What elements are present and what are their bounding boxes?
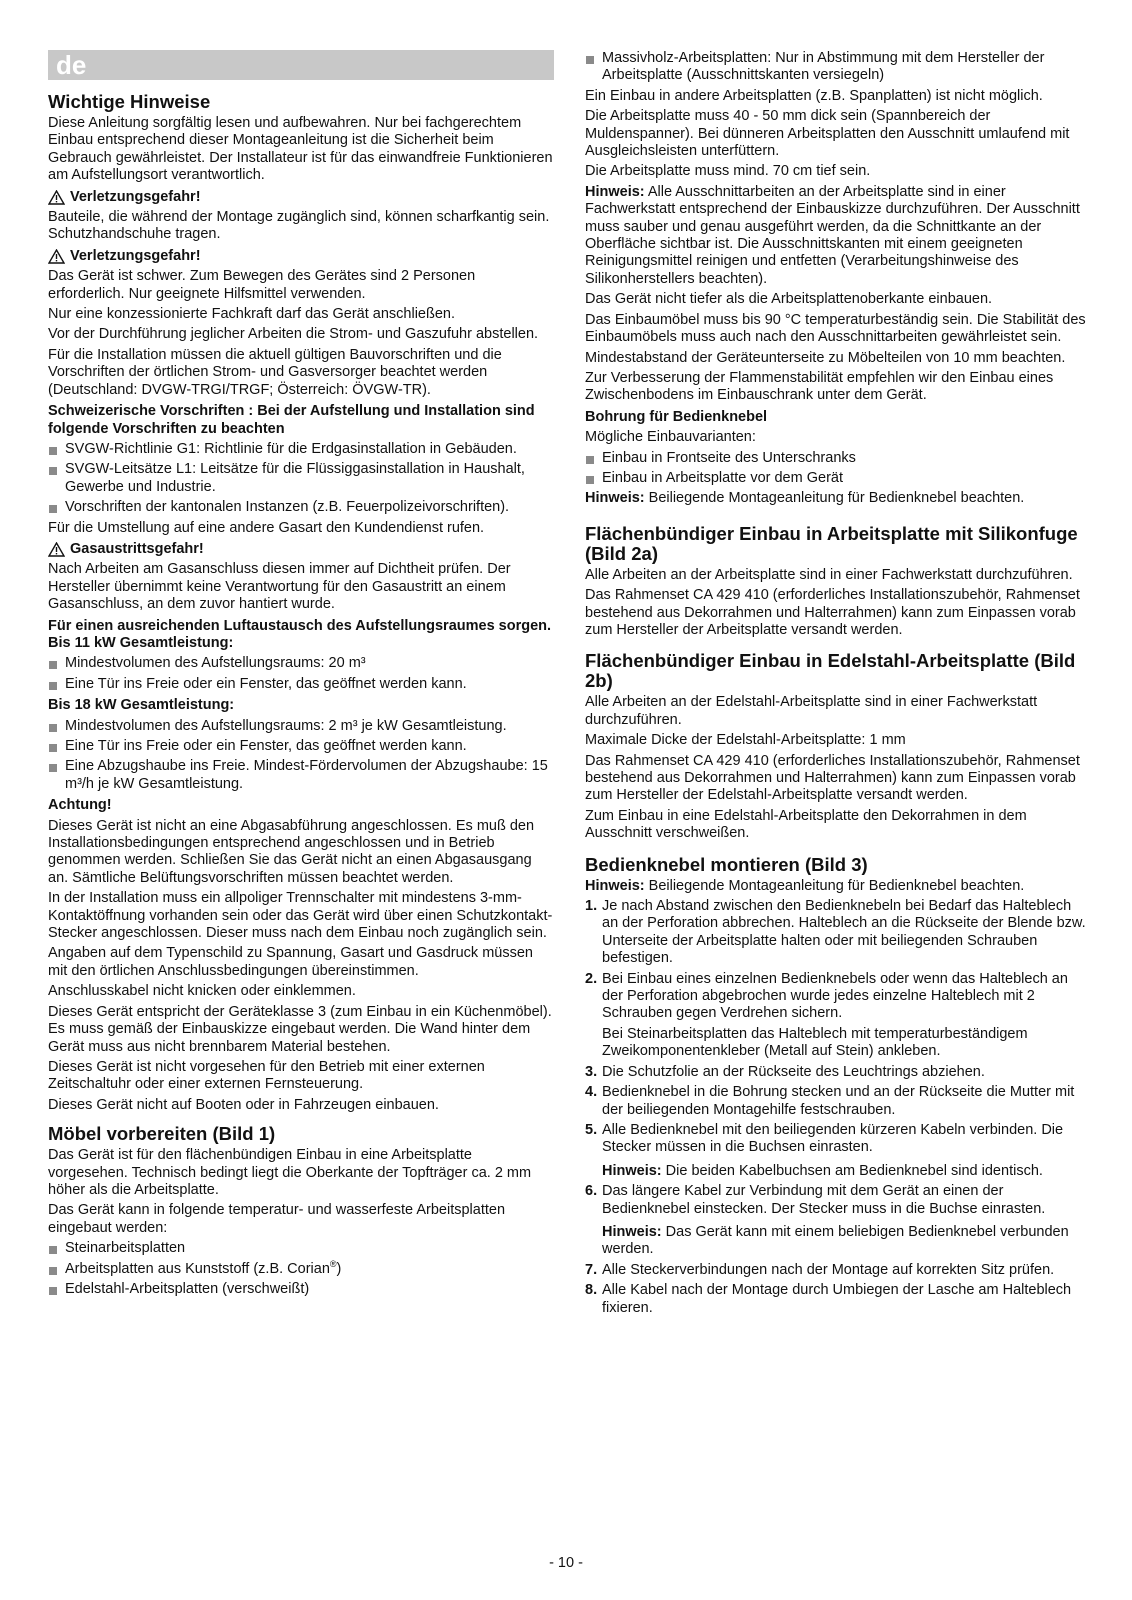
hint-text: Das Gerät kann mit einem beliebigen Bedienknebel verbunden werden. <box>602 1223 1069 1258</box>
list-item-text-end: ) <box>336 1260 342 1277</box>
list-18kw <box>48 718 554 794</box>
paragraph: Das Rahmenset CA 429 410 (erforderliches Installationszubehör, Rahmenset bestehend aus Dekorrahmen und Halterrahmen) kann zum Einpassen vorab zum Hersteller der Edelstahl-Arbeitsplatte versandt werden. <box>585 752 1080 804</box>
paragraph: Dieses Gerät entspricht der Geräteklasse 3 (zum Einbau in ein Küchenmöbel). Es muss gemäß der Einbauskizze eingebaut werden. Die Wand hinter dem Gerät muss aus nicht brennbarem Material bestehen. <box>48 1003 552 1055</box>
step-number: 8. <box>585 1282 598 1299</box>
paragraph: Die Arbeitsplatte muss mind. 70 cm tief sein. <box>585 163 871 180</box>
step-text: Alle Bedienknebel mit den beiliegenden kürzeren Kabeln verbinden. Die Stecker müssen in die Buchsen einrasten. <box>602 1121 1064 1156</box>
hint-paragraph <box>585 490 1091 507</box>
paragraph: Alle Arbeiten an der Arbeitsplatte sind in einer Fachwerkstatt durchzuführen. <box>585 566 1073 583</box>
paragraph: Mindestabstand der Geräteunterseite zu Möbelteilen von 10 mm beachten. <box>585 349 1066 366</box>
paragraph: Maximale Dicke der Edelstahl-Arbeitsplatte: 1 mm <box>585 732 906 749</box>
paragraph: In der Installation muss ein allpoliger Trennschalter mit mindestens 3-mm-Kontaktöffnung vorhanden sein oder das Gerät wird über einen Schutzkontakt-Stecker angeschlossen. Dieser muss nach dem Einbau noch zugänglich sein. <box>48 890 553 942</box>
subheading-achtung: Achtung! <box>48 797 112 814</box>
warning-label: Verletzungsgefahr! <box>70 247 201 264</box>
paragraph: Das Einbaumöbel muss bis 90 °C temperaturbeständig sein. Die Stabilität des Einbaumöbels muss auch nach den Ausschnittarbeiten gewährleistet sein. <box>585 311 1086 346</box>
list-11kw <box>48 655 554 693</box>
warning-label: Verletzungsgefahr! <box>70 188 201 205</box>
paragraph: Bauteile, die während der Montage zugänglich sind, können scharfkantig sein. Schutzhandschuhe tragen. <box>48 209 550 243</box>
paragraph: Zur Verbesserung der Flammenstabilität empfehlen wir den Einbau eines Zwischenbodens im Einbauschrank unter dem Gerät. <box>585 369 1054 404</box>
list-item: Mindestvolumen des Aufstellungsraums: 2 m³ je kW Gesamtleistung. <box>48 718 554 735</box>
step-item <box>585 1122 1091 1180</box>
heading-silikonfuge: Flächenbündiger Einbau in Arbeitsplatte mit Silikonfuge (Bild 2a) <box>585 522 1078 564</box>
list-item: Edelstahl-Arbeitsplatten (verschweißt) <box>48 1281 554 1298</box>
hint-paragraph <box>585 878 1091 895</box>
step-item <box>585 1282 1091 1317</box>
right-column <box>585 50 1091 1320</box>
paragraph: Alle Arbeiten an der Edelstahl-Arbeitsplatte sind in einer Fachwerkstatt durchzuführen. <box>585 694 1038 728</box>
hint-label: Hinweis: <box>585 877 645 894</box>
list-item: Mindestvolumen des Aufstellungsraums: 20 m³ <box>48 655 554 672</box>
paragraph: Das Gerät ist für den flächenbündigen Einbau in eine Arbeitsplatte vorgesehen. Technisch bedingt liegt die Oberkante der Topfträger ca. 2 mm höher als die Arbeitsplatte. <box>48 1147 532 1198</box>
list-item-text: Arbeitsplatten aus Kunststoff (z.B. Corian <box>65 1260 330 1277</box>
hint-text: Beiliegende Montageanleitung für Bedienknebel beachten. <box>644 877 1025 894</box>
paragraph: Zum Einbau in eine Edelstahl-Arbeitsplatte den Dekorrahmen in dem Ausschnitt verschweißen. <box>585 807 1027 842</box>
paragraph: Dieses Gerät nicht auf Booten oder in Fahrzeugen einbauen. <box>48 1096 439 1113</box>
step-text: Bedienknebel in die Bohrung stecken und an der Rückseite die Mutter mit der beiliegenden Montagehilfe festschrauben. <box>602 1084 1075 1118</box>
paragraph: Diese Anleitung sorgfältig lesen und aufbewahren. Nur bei fachgerechtem Einbau entsprechend dieser Montageanleitung ist die Sicherheit beim Gebrauch gewährleistet. Der Installateur ist für das einwandfreie Funktionieren am Aufstellungsort verantwortlich. <box>48 115 553 184</box>
step-item <box>585 1084 1091 1119</box>
list-schweiz <box>48 441 554 517</box>
paragraph: Das Gerät nicht tiefer als die Arbeitsplattenoberkante einbauen. <box>585 291 993 308</box>
step-text: Die Schutzfolie an der Rückseite des Leuchtrings abziehen. <box>602 1063 985 1080</box>
warning-triangle-icon <box>48 542 65 557</box>
step-extra: Bei Steinarbeitsplatten das Halteblech mit temperaturbeständigem Zweikomponentenkleber (Metall auf Stein) ankleben. <box>602 1025 1028 1060</box>
hint-label: Hinweis: <box>602 1162 662 1179</box>
step-text: Das längere Kabel zur Verbindung mit dem Gerät an einen der Bedienknebel einstecken. Der Stecker muss in die Buchse einrasten. <box>602 1183 1046 1217</box>
subheading-bohrung: Bohrung für Bedienknebel <box>585 408 768 425</box>
step-number: 4. <box>585 1084 598 1101</box>
list-item: Massivholz-Arbeitsplatten: Nur in Abstimmung mit dem Hersteller der Arbeitsplatte (Ausschnittskanten versiegeln) <box>585 50 1091 85</box>
hint-paragraph <box>585 184 1091 288</box>
paragraph: Vor der Durchführung jeglicher Arbeiten die Strom- und Gaszufuhr abstellen. <box>48 326 539 343</box>
warning-triangle-icon <box>48 249 65 264</box>
step-text: Alle Kabel nach der Montage durch Umbiegen der Lasche am Halteblech fixieren. <box>602 1282 1072 1316</box>
page-number: - 10 - <box>549 1555 583 1571</box>
hint-label: Hinweis: <box>602 1223 662 1240</box>
heading-moebel-vorbereiten: Möbel vorbereiten (Bild 1) <box>48 1123 276 1145</box>
left-column <box>48 50 554 1301</box>
paragraph: Das Rahmenset CA 429 410 (erforderliches Installationszubehör, Rahmenset bestehend aus Dekorrahmen und Halterrahmen) kann zum Einpassen vorab zum Hersteller der Arbeitsplatte versandt werden. <box>585 587 1080 638</box>
paragraph: Für die Installation müssen die aktuell gültigen Bauvorschriften und die Vorschriften der örtlichen Strom- und Gasversorger beachtet werden (Deutschland: DVGW-TRGI/TRGF; Österreich: ÖVGW-TR). <box>48 346 502 398</box>
paragraph: Ein Einbau in andere Arbeitsplatten (z.B. Spanplatten) ist nicht möglich. <box>585 87 1043 104</box>
paragraph: Das Gerät kann in folgende temperatur- und wasserfeste Arbeitsplatten eingebaut werden: <box>48 1202 506 1236</box>
hint-text: Alle Ausschnittarbeiten an der Arbeitsplatte sind in einer Fachwerkstatt entsprechend der Einbauskizze durchzuführen. Der Ausschnitt muss sauber und genau ausgeführt werden, da die Schnittkante an der Oberfläche sichtbar ist. Die Ausschnittskanten mit einem geeigneten Reinigungsmittel reinigen und entfetten (Verarbeitungshinweise des Silikonherstellers beachten). <box>585 183 1080 287</box>
list-item: Eine Tür ins Freie oder ein Fenster, das geöffnet werden kann. <box>48 676 554 693</box>
step-number: 6. <box>585 1183 598 1200</box>
step-hint <box>602 1224 1091 1259</box>
list-item: SVGW-Leitsätze L1: Leitsätze für die Flüssiggasinstallation in Haushalt, Gewerbe und Industrie. <box>48 461 554 496</box>
step-number: 7. <box>585 1261 598 1278</box>
paragraph: Dieses Gerät ist nicht vorgesehen für den Betrieb mit einer externen Zeitschaltuhr oder einer externen Fernsteuerung. <box>48 1058 485 1093</box>
list-item: Steinarbeitsplatten <box>48 1240 554 1257</box>
paragraph: Nur eine konzessionierte Fachkraft darf das Gerät anschließen. <box>48 306 456 323</box>
step-number: 1. <box>585 898 598 915</box>
list-item: SVGW-Richtlinie G1: Richtlinie für die Erdgasinstallation in Gebäuden. <box>48 441 554 458</box>
step-item <box>585 898 1091 968</box>
heading-edelstahl: Flächenbündiger Einbau in Edelstahl-Arbeitsplatte (Bild 2b) <box>585 650 1076 692</box>
warning-label: Gasaustrittsgefahr! <box>70 540 204 557</box>
list-massivholz <box>585 50 1091 85</box>
paragraph: Mögliche Einbauvarianten: <box>585 429 756 446</box>
paragraph: Nach Arbeiten am Gasanschluss diesen immer auf Dichtheit prüfen. Der Hersteller übernimmt keine Verantwortung für den Gasaustritt an einem Gasanschluss, an dem zuvor hantiert wurde. <box>48 561 511 613</box>
subheading-schweiz: Schweizerische Vorschriften : Bei der Aufstellung und Installation sind folgende Vorschriften zu beachten <box>48 403 535 437</box>
step-item <box>585 1183 1091 1259</box>
registered-mark: ® <box>329 1258 337 1269</box>
step-hint <box>602 1163 1091 1180</box>
hint-label: Hinweis: <box>585 490 645 507</box>
step-text: Bei Einbau eines einzelnen Bedienknebels oder wenn das Halteblech an der Perforation abgebrochen wurde jedes einzelne Halteblech mit 2 Schrauben gegen Verdrehen sichern. <box>602 970 1068 1022</box>
step-number: 5. <box>585 1121 598 1138</box>
language-bar <box>48 50 554 80</box>
paragraph: Für die Umstellung auf eine andere Gasart den Kundendienst rufen. <box>48 519 485 536</box>
list-item: Einbau in Frontseite des Unterschranks <box>585 450 1091 467</box>
step-number: 3. <box>585 1063 598 1080</box>
step-item <box>585 1262 1091 1279</box>
subheading-18kw: Bis 18 kW Gesamtleistung: <box>48 697 235 714</box>
list-arbeitsplatten <box>48 1240 554 1298</box>
warning-triangle-icon <box>48 190 65 205</box>
step-item <box>585 971 1091 1061</box>
hint-text: Beiliegende Montageanleitung für Bedienknebel beachten. <box>644 490 1025 507</box>
step-item <box>585 1064 1091 1081</box>
paragraph: Angaben auf dem Typenschild zu Spannung, Gasart und Gasdruck müssen mit den örtlichen Anschlussbedingungen übereinstimmen. <box>48 945 533 979</box>
warning-heading <box>48 248 554 265</box>
list-item <box>48 1258 554 1278</box>
steps-list <box>585 898 1091 1317</box>
hint-label: Hinweis: <box>585 183 645 200</box>
step-text: Je nach Abstand zwischen den Bedienknebeln bei Bedarf das Halteblech an der Perforation abbrechen. Halteblech an die Rückseite der Blende bzw. Unterseite der Arbeitsplatte halten oder mit beiliegenden Schrauben befestigen. <box>602 898 1086 967</box>
warning-heading <box>48 541 554 558</box>
subheading-luft: Für einen ausreichenden Luftaustausch des Aufstellungsraumes sorgen. Bis 11 kW Gesamtleistung: <box>48 617 552 651</box>
list-item: Vorschriften der kantonalen Instanzen (z.B. Feuerpolizeivorschriften). <box>48 499 554 516</box>
list-item: Eine Tür ins Freie oder ein Fenster, das geöffnet werden kann. <box>48 738 554 755</box>
paragraph: Die Arbeitsplatte muss 40 - 50 mm dick sein (Spannbereich der Muldenspanner). Bei dünneren Arbeitsplatten den Ausschnitt umlaufend mit Ausgleichsleisten unterfüttern. <box>585 108 1070 160</box>
hint-text: Die beiden Kabelbuchsen am Bedienknebel sind identisch. <box>661 1162 1043 1179</box>
paragraph: Das Gerät ist schwer. Zum Bewegen des Gerätes sind 2 Personen erforderlich. Nur geeignete Hilfsmittel verwenden. <box>48 268 476 302</box>
list-item: Eine Abzugshaube ins Freie. Mindest-Fördervolumen der Abzugshaube: 15 m³/h je kW Gesamtleistung. <box>48 758 554 793</box>
language-code: de <box>56 50 87 80</box>
heading-bedienknebel: Bedienknebel montieren (Bild 3) <box>585 853 868 875</box>
heading-wichtige-hinweise: Wichtige Hinweise <box>48 91 211 112</box>
step-number: 2. <box>585 970 598 987</box>
paragraph: Dieses Gerät ist nicht an eine Abgasabführung angeschlossen. Es muß den Installationsbedingungen entsprechend angeschlossen und in Betrieb genommen werden. Schließen Sie das Gerät nicht an einen Abgasausgang an. Sämtliche Belüftungsvorschriften müssen beachtet werden. <box>48 817 535 886</box>
list-item: Einbau in Arbeitsplatte vor dem Gerät <box>585 470 1091 487</box>
warning-heading <box>48 189 554 206</box>
list-varianten <box>585 450 1091 488</box>
step-text: Alle Steckerverbindungen nach der Montage auf korrekten Sitz prüfen. <box>602 1261 1055 1278</box>
paragraph: Anschlusskabel nicht knicken oder einklemmen. <box>48 983 356 1000</box>
